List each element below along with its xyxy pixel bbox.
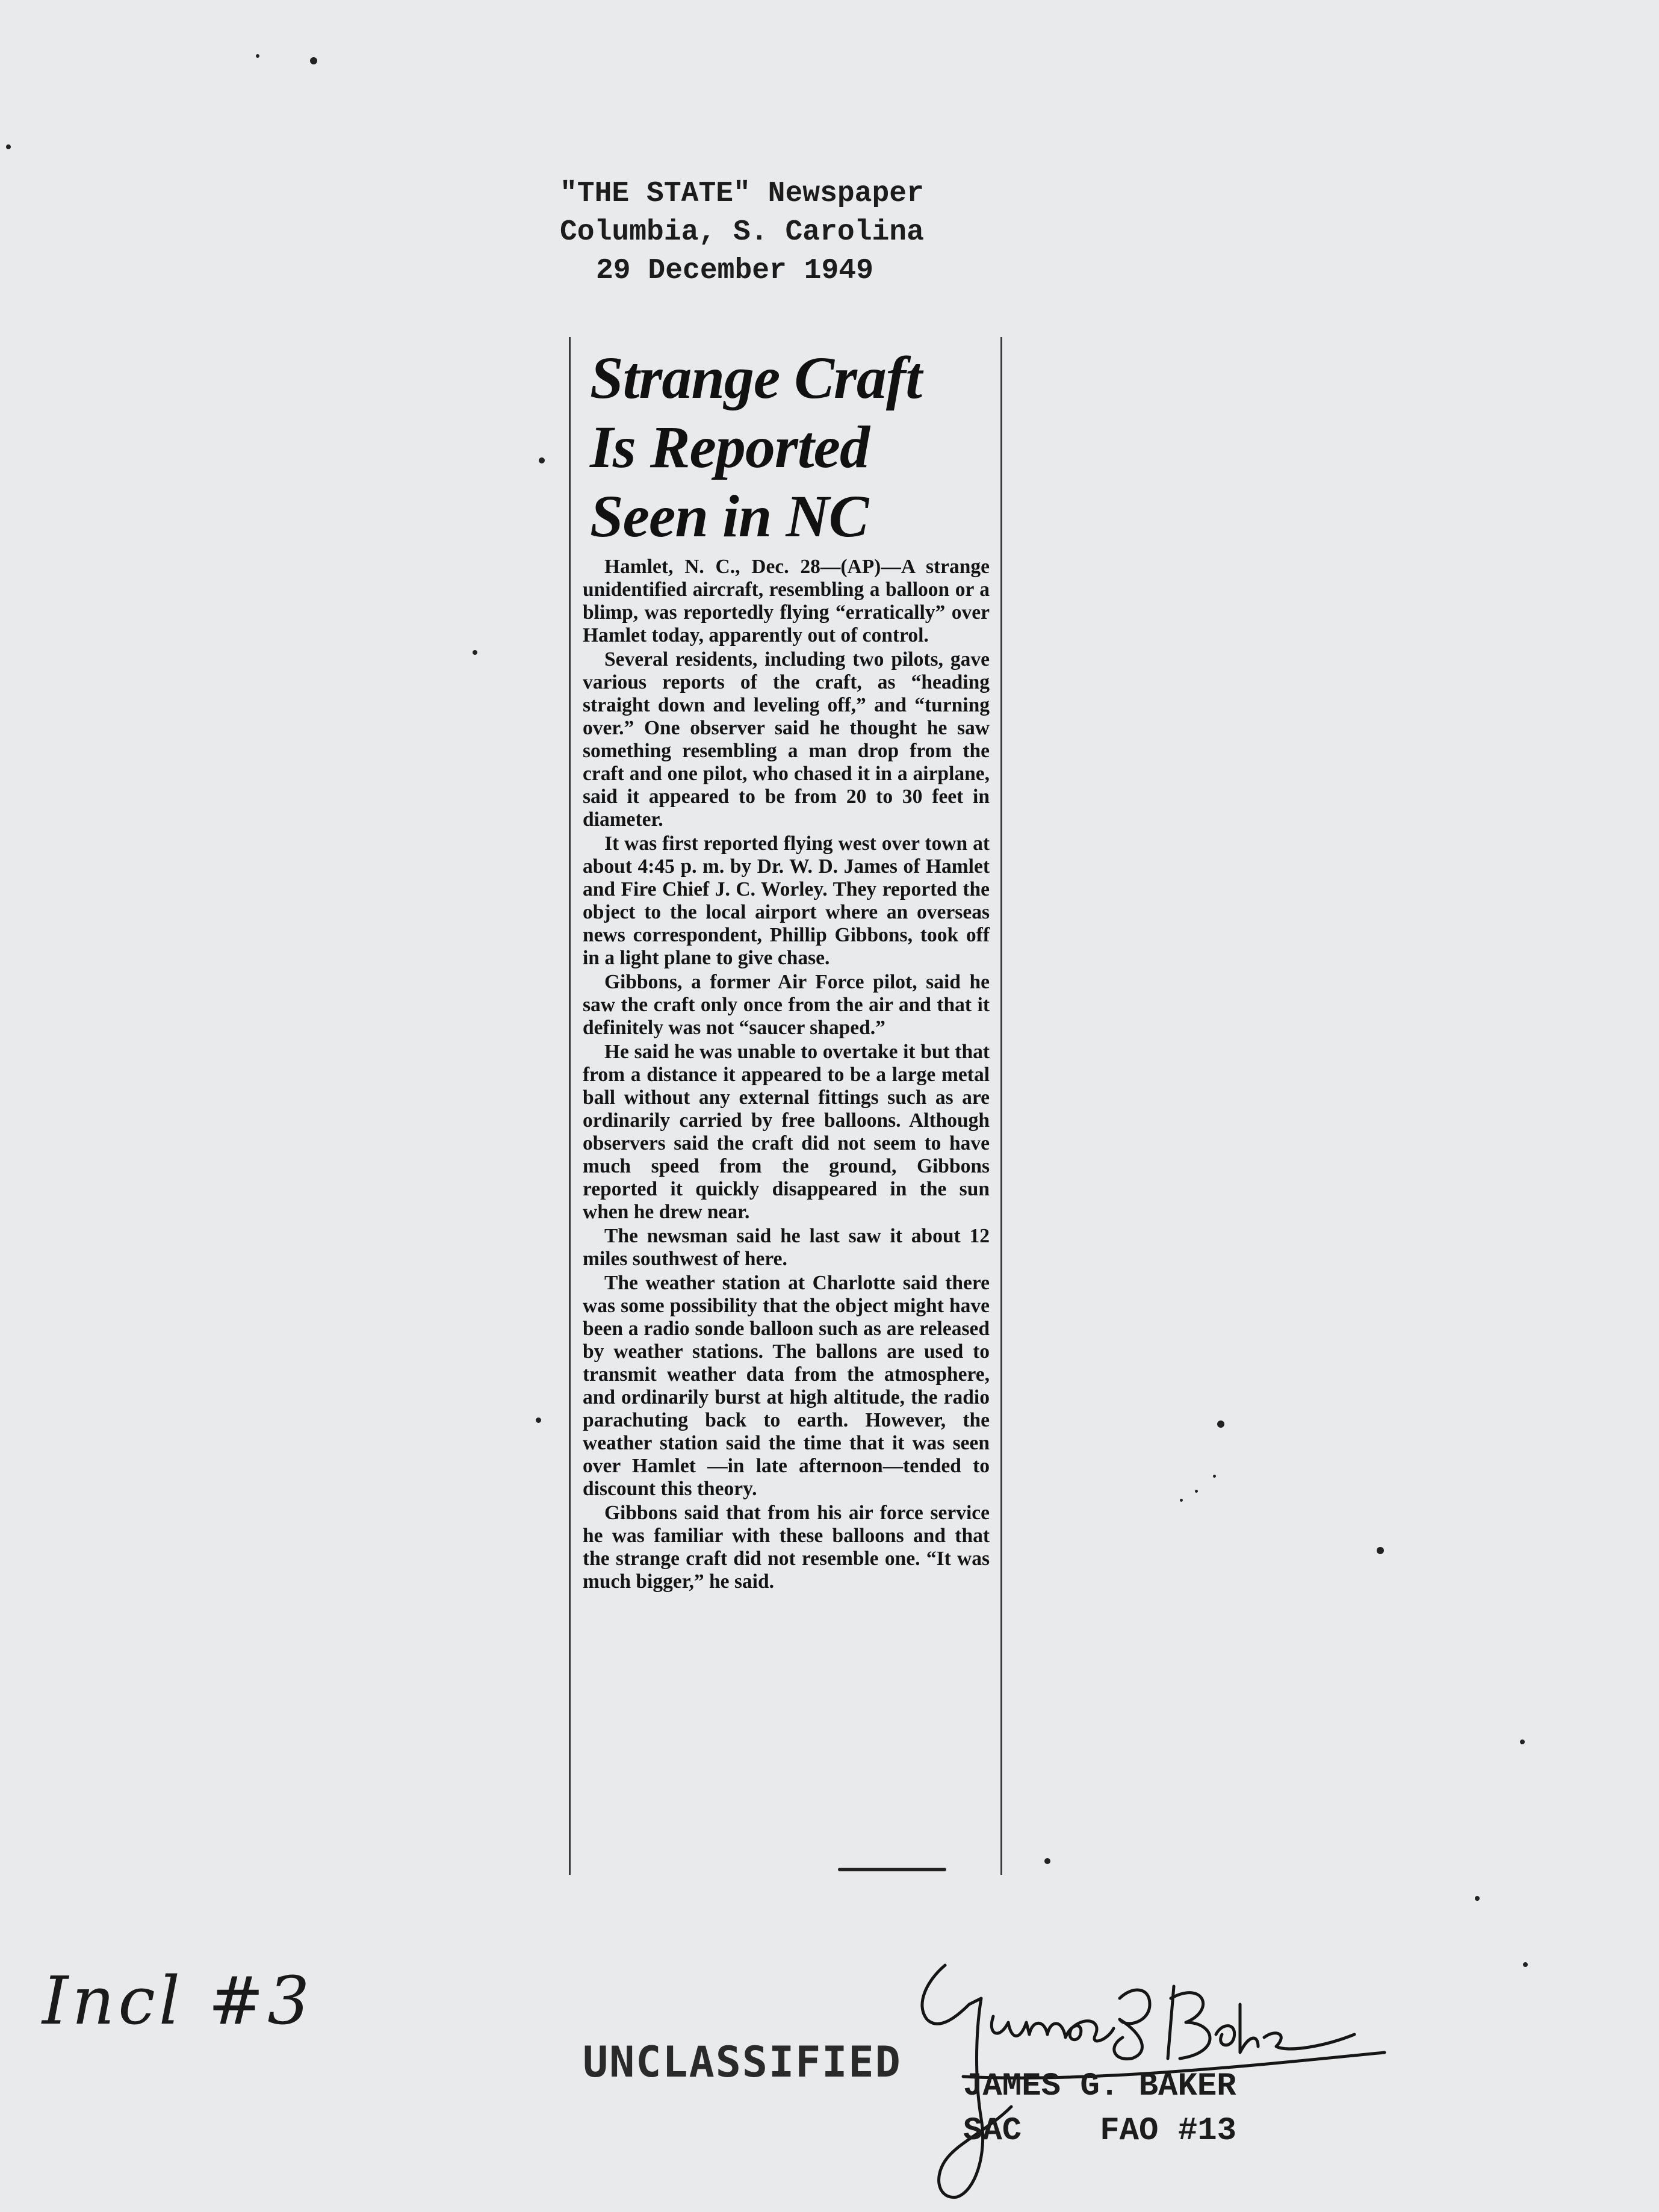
newspaper-source-header xyxy=(560,175,924,290)
unclassified-stamp: UNCLASSIFIED xyxy=(583,2037,902,2087)
article-end-rule xyxy=(838,1868,946,1871)
article-paragraph: Gibbons, a former Air Force pilot, said he saw the craft only once from the air and that it definitely was not “saucer shaped.” xyxy=(583,971,990,1039)
scan-speck xyxy=(1475,1896,1480,1901)
scan-speck xyxy=(1520,1740,1525,1744)
signer-title-right: FAO #13 xyxy=(1100,2113,1237,2149)
article-paragraph: The weather station at Charlotte said there was some possibility that the object might have been a radio sonde balloon such as are released by weather stations. The ballons are used to transmit weather data from the atmosphere, and ordinarily burst at high altitude, the radio parachuting back to earth. However, the weather station said the time that it was seen over Hamlet —in late afternoon—tended to discount this theory. xyxy=(583,1272,990,1500)
headline-line-3: Seen in NC xyxy=(590,483,869,550)
signer-title-row xyxy=(963,2109,1236,2154)
scan-speck xyxy=(1044,1858,1050,1864)
scan-speck xyxy=(256,54,259,58)
scan-speck xyxy=(1180,1499,1183,1502)
scan-speck xyxy=(310,57,317,64)
signature-block xyxy=(963,2065,1236,2154)
scan-speck xyxy=(473,650,477,655)
inclosure-annotation: Incl #3 xyxy=(42,1962,314,2039)
scan-speck xyxy=(1217,1420,1224,1428)
scan-speck xyxy=(1195,1490,1198,1493)
scan-speck xyxy=(539,457,545,463)
signer-title-left: SAC xyxy=(963,2113,1022,2149)
headline-line-2: Is Reported xyxy=(590,414,869,480)
article-paragraph: He said he was unable to overtake it but that from a distance it appeared to be a large metal ball without any external fittings such as are ordinarily carried by free balloons. Although observers said the craft did not seem to have much speed from the ground, Gibbons reported it quickly disappeared in the sun when he drew near. xyxy=(583,1041,990,1223)
header-newspaper: "THE STATE" Newspaper xyxy=(560,178,924,210)
scan-speck xyxy=(1213,1475,1216,1478)
article-paragraph: Several residents, including two pilots, gave various reports of the craft, as “heading straight down and leveling off,” and “turning over.” One observer said he thought he saw something resembling a man drop from the craft and one pilot, who chased it in a airplane, said it appeared to be from 20 to 30 feet in diameter. xyxy=(583,648,990,831)
scan-speck xyxy=(1523,1962,1528,1967)
article-headline xyxy=(590,343,990,551)
article-paragraph: It was first reported flying west over town at about 4:45 p. m. by Dr. W. D. James of Hamlet and Fire Chief J. C. Worley. They reported the object to the local airport where an overseas news correspondent, Phillip Gibbons, took off in a light plane to give chase. xyxy=(583,832,990,969)
signer-name: JAMES G. BAKER xyxy=(963,2068,1236,2105)
scan-speck xyxy=(6,144,11,149)
headline-line-1: Strange Craft xyxy=(590,344,922,411)
newspaper-clipping xyxy=(569,337,1002,1875)
scan-speck xyxy=(536,1417,541,1423)
article-paragraph: Gibbons said that from his air force service he was familiar with these balloons and that the strange craft did not resemble one. “It was much bigger,” he said. xyxy=(583,1502,990,1593)
header-date: 29 December 1949 xyxy=(596,255,873,287)
scan-speck xyxy=(1377,1547,1384,1554)
article-paragraph: Hamlet, N. C., Dec. 28—(AP)—A strange unidentified aircraft, resembling a balloon or a blimp, was reportedly flying “erratically” over Hamlet today, apparently out of control. xyxy=(583,556,990,646)
header-location: Columbia, S. Carolina xyxy=(560,216,924,249)
article-body xyxy=(583,556,990,1593)
article-paragraph: The newsman said he last saw it about 12 miles southwest of here. xyxy=(583,1225,990,1270)
